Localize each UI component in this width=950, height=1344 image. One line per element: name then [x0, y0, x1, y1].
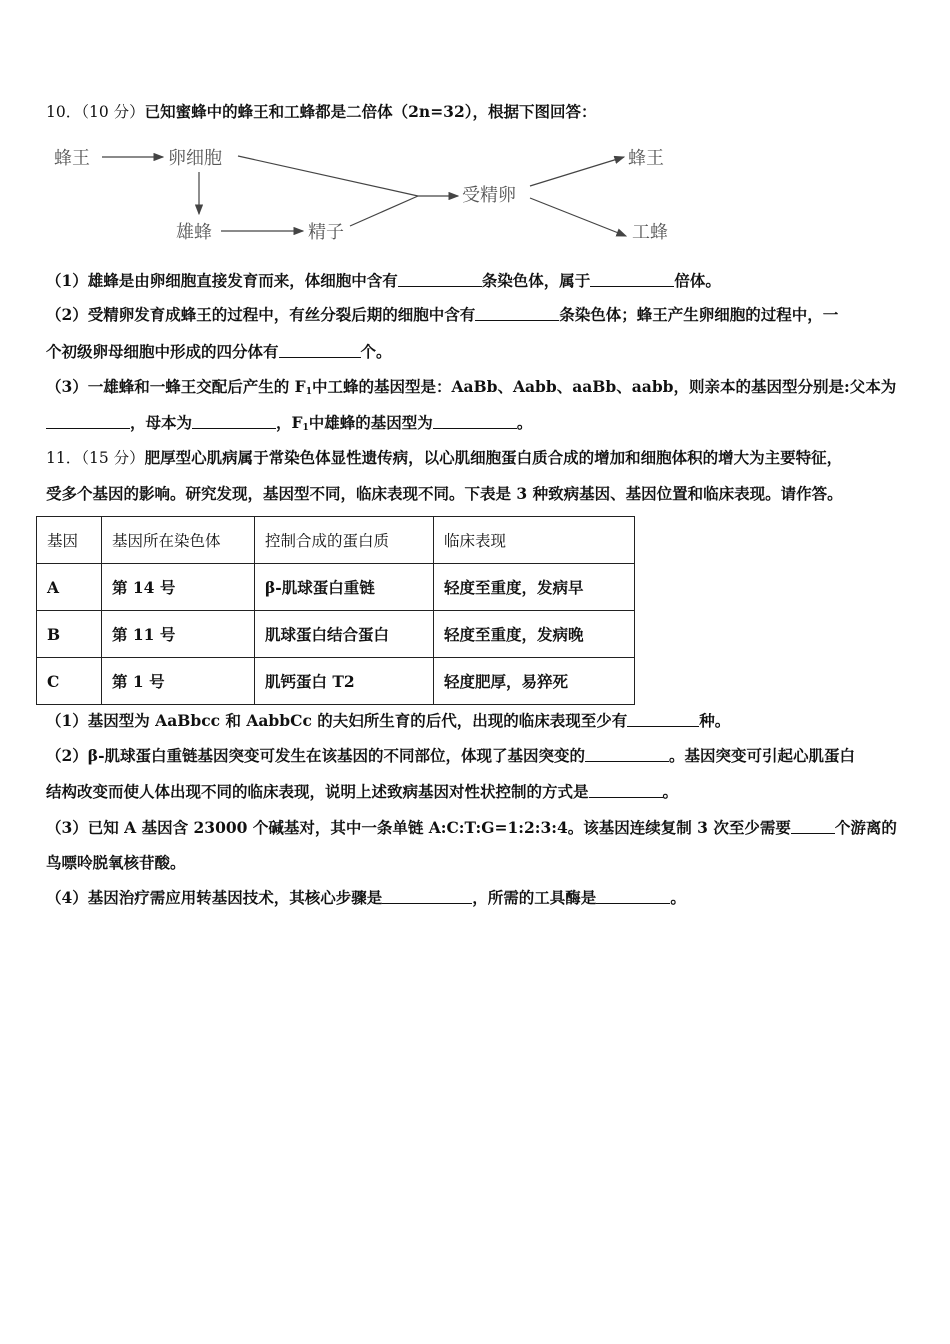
answer-blank[interactable]	[791, 819, 835, 834]
table-row	[37, 564, 635, 611]
arrow-zygote-to-worker	[530, 198, 626, 236]
answer-blank[interactable]	[382, 889, 472, 904]
table-header-cell: 基因所在染色体	[102, 517, 255, 564]
q10-part2-line2	[46, 342, 392, 362]
diagram-queen-end-label: 蜂王	[628, 148, 664, 169]
diagram-drone-label: 雄蜂	[176, 222, 212, 243]
table-cell: B	[37, 611, 102, 658]
answer-blank[interactable]	[589, 783, 663, 798]
q10-part3-line1	[46, 377, 896, 402]
table-cell: 肌钙蛋白 T2	[255, 658, 434, 705]
answer-blank[interactable]	[585, 747, 669, 762]
q11-part4	[46, 888, 686, 908]
diagram-egg-label: 卵细胞	[168, 148, 222, 169]
q10-p2-text-c: 个初级卵母细胞中形成的四分体有	[46, 342, 279, 361]
gene-table	[36, 516, 635, 705]
q10-p1-text-c: 倍体。	[674, 271, 721, 290]
q11-stem-text-b: 受多个基因的影响。研究发现，基因型不同，临床表现不同。下表是 3 种致病基因、基因位置和临床表现。请作答。	[46, 484, 843, 503]
diagram-zygote-label: 受精卵	[462, 185, 516, 206]
q10-part1	[46, 271, 721, 291]
table-cell: 第 1 号	[102, 658, 255, 705]
line-sperm-to-junction	[350, 196, 418, 226]
q11-part1	[46, 711, 730, 731]
q11-p3-text-c: 鸟嘌呤脱氧核苷酸。	[46, 853, 186, 872]
q11-stem-line2	[46, 484, 843, 504]
q11-p3-text-a: （3）已知 A 基因含 23000 个碱基对，其中一条单链 A:C:T:G=1:2:3:4。该基因连续复制 3 次至少需要	[46, 818, 791, 837]
table-cell: 轻度至重度，发病晚	[434, 611, 635, 658]
q10-number: 10．	[46, 103, 82, 121]
q11-p1-text-a: （1）基因型为 AaBbcc 和 AabbCc 的夫妇所生育的后代，出现的临床表现至少有	[46, 711, 628, 730]
table-cell: β-肌球蛋白重链	[255, 564, 434, 611]
q11-part2-line2	[46, 782, 678, 802]
q11-stem-text-a: 肥厚型心肌病属于常染色体显性遗传病，以心肌细胞蛋白质合成的增加和细胞体积的增大为主要特征，	[144, 448, 843, 467]
q10-p3-text-f: 。	[516, 413, 533, 432]
q11-part2-line1	[46, 746, 855, 766]
answer-blank[interactable]	[398, 272, 482, 287]
f1-subscript: 1	[302, 423, 309, 433]
line-egg-to-junction	[238, 156, 418, 196]
answer-blank[interactable]	[46, 414, 130, 429]
table-cell: 轻度肥厚，易猝死	[434, 658, 635, 705]
q11-p2-text-b: 。基因突变可引起心肌蛋白	[669, 746, 856, 765]
q11-p2-text-a: （2）β-肌球蛋白重链基因突变可发生在该基因的不同部位，体现了基因突变的	[46, 746, 586, 765]
table-header-row	[37, 517, 635, 564]
q10-p1-text-b: 条染色体，属于	[481, 271, 591, 290]
q11-number: 11．	[46, 449, 82, 467]
table-cell: 肌球蛋白结合蛋白	[255, 611, 434, 658]
q10-p3-text-d: ，F	[276, 413, 303, 432]
q11-p1-text-b: 种。	[699, 711, 731, 730]
q10-stem	[46, 102, 597, 122]
table-row	[37, 658, 635, 705]
q10-part2-line1	[46, 305, 838, 325]
q11-p2-text-d: 。	[662, 782, 679, 801]
q10-part3-line2	[46, 413, 532, 438]
q11-part3-line2	[46, 853, 186, 873]
diagram-sperm-label: 精子	[308, 222, 344, 243]
diagram-worker-label: 工蜂	[632, 222, 668, 243]
q11-score: （15 分）	[81, 449, 145, 467]
table-cell: 轻度至重度，发病早	[434, 564, 635, 611]
answer-blank[interactable]	[433, 414, 517, 429]
q10-score: （10 分）	[81, 103, 145, 121]
q10-stem-text: 已知蜜蜂中的蜂王和工蜂都是二倍体（2n=32），根据下图回答：	[144, 102, 597, 121]
q10-p2-text-a: （2）受精卵发育成蜂王的过程中，有丝分裂后期的细胞中含有	[46, 305, 476, 324]
table-header-cell: 控制合成的蛋白质	[255, 517, 434, 564]
answer-blank[interactable]	[627, 712, 699, 727]
answer-blank[interactable]	[590, 272, 674, 287]
answer-blank[interactable]	[279, 343, 361, 358]
diagram-queen-label: 蜂王	[54, 148, 90, 169]
q10-p3-text-e: 中雄蜂的基因型为	[308, 413, 433, 432]
q10-p2-text-d: 个。	[360, 342, 392, 361]
arrow-zygote-to-queen	[530, 157, 624, 186]
answer-blank[interactable]	[596, 889, 670, 904]
q10-p3-text-c: ，母本为	[130, 413, 193, 432]
q11-p4-text-c: 。	[670, 888, 686, 907]
q10-p1-text-a: （1）雄蜂是由卵细胞直接发育而来，体细胞中含有	[46, 271, 398, 290]
q11-p4-text-a: （4）基因治疗需应用转基因技术，其核心步骤是	[46, 888, 383, 907]
q10-p2-text-b: 条染色体；蜂王产生卵细胞的过程中，一	[559, 305, 839, 324]
table-header-cell: 基因	[37, 517, 102, 564]
q11-p2-text-c: 结构改变而使人体出现不同的临床表现，说明上述致病基因对性状控制的方式是	[46, 782, 589, 801]
q11-p3-text-b: 个游离的	[834, 818, 897, 837]
table-cell: 第 14 号	[102, 564, 255, 611]
f1-subscript: 1	[305, 387, 312, 397]
table-row	[37, 611, 635, 658]
q11-stem-line1	[46, 448, 842, 468]
table-header-cell: 临床表现	[434, 517, 635, 564]
q10-p3-text-a: （3）一雄蜂和一蜂王交配后产生的 F	[46, 377, 306, 396]
q11-part3-line1	[46, 818, 897, 838]
answer-blank[interactable]	[475, 306, 559, 321]
table-cell: 第 11 号	[102, 611, 255, 658]
table-cell: C	[37, 658, 102, 705]
table-cell: A	[37, 564, 102, 611]
q11-p4-text-b: ，所需的工具酶是	[472, 888, 597, 907]
q10-p3-text-b: 中工蜂的基因型是：AaBb、Aabb、aaBb、aabb，则亲本的基因型分别是:父本为	[311, 377, 897, 396]
answer-blank[interactable]	[192, 414, 276, 429]
